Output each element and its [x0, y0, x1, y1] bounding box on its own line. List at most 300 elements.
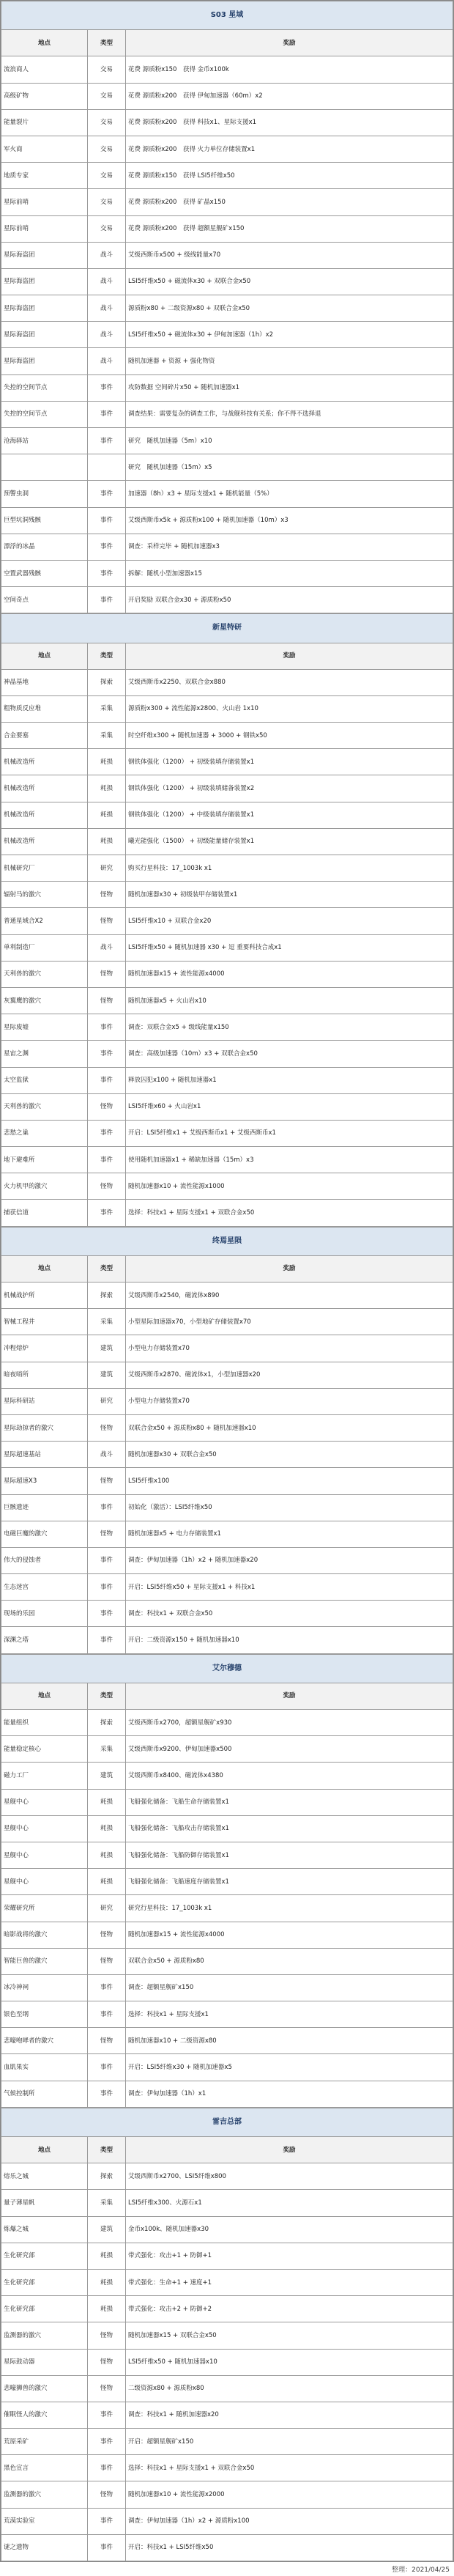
table-row [1, 507, 453, 534]
type-cell: 耗损 [88, 1789, 126, 1815]
location-cell: 星舰中心 [1, 1815, 88, 1842]
reward-cell: 调查：伊甸加速器（1h）x2 + 源质粉x100 [126, 2508, 453, 2534]
table-row [1, 1120, 453, 1146]
type-cell [88, 454, 126, 481]
location-cell: 催眠怪人的激穴 [1, 2402, 88, 2428]
location-cell: 失控的空间节点 [1, 401, 88, 427]
reward-cell: 艾级西斯币x5k + 源质粉x100 + 随机加速器（10m）x3 [126, 507, 453, 534]
location-cell: 伟大的侵蚀者 [1, 1547, 88, 1573]
column-header: 奖励 [126, 643, 453, 669]
table-row [1, 1789, 453, 1815]
reward-cell: 花费 源质粉x200 获得 矿晶x150 [126, 189, 453, 215]
location-cell: 预警虫洞 [1, 481, 88, 507]
location-cell: 沧海驿站 [1, 428, 88, 454]
location-cell: 机械战护所 [1, 1283, 88, 1309]
location-cell: 机械研究厂 [1, 855, 88, 882]
column-header: 类型 [88, 1255, 126, 1282]
reward-cell: LSI5纤维x50 + 磁流体x30 + 双联合金x50 [126, 268, 453, 295]
reward-cell: 花费 源质粉x200 获得 超额星舰矿x150 [126, 215, 453, 242]
location-cell: 星际废墟 [1, 1014, 88, 1041]
reward-cell: LSI5纤维x50 + 随机加速器 x30 + 逗 重要科技合成x1 [126, 934, 453, 961]
column-header: 地点 [1, 1683, 88, 1709]
type-cell: 怪物 [88, 961, 126, 987]
table-row [1, 749, 453, 775]
location-cell: 高级矿物 [1, 83, 88, 109]
reward-cell: 调查：科技x1 + 随机加速器x20 [126, 2402, 453, 2428]
reward-cell: 随机加速器x30 + 双联合金x50 [126, 1442, 453, 1468]
type-cell: 交易 [88, 215, 126, 242]
section-title: S03 星域 [1, 1, 453, 30]
table-row [1, 2269, 453, 2295]
type-cell: 耗损 [88, 749, 126, 775]
type-cell: 研究 [88, 855, 126, 882]
table-row [1, 587, 453, 613]
location-cell: 辐射马的激穴 [1, 882, 88, 908]
type-cell: 战斗 [88, 268, 126, 295]
table-row [1, 136, 453, 162]
type-cell: 交易 [88, 136, 126, 162]
table-row [1, 189, 453, 215]
type-cell: 探索 [88, 669, 126, 695]
table-row [1, 534, 453, 560]
type-cell: 事件 [88, 1067, 126, 1093]
type-cell: 事件 [88, 1494, 126, 1521]
location-cell: 星宙之渊 [1, 1041, 88, 1067]
type-cell: 怪物 [88, 2481, 126, 2508]
location-cell: 悲嚎咆哮者的激穴 [1, 2028, 88, 2054]
section-table [1, 1227, 453, 1654]
table-row [1, 1283, 453, 1309]
location-cell: 监测器的激穴 [1, 2481, 88, 2508]
location-cell: 能量稳定核心 [1, 1736, 88, 1763]
location-cell: 谜之遗物 [1, 2534, 88, 2561]
location-cell: 巨型坑洞残骸 [1, 507, 88, 534]
table-row [1, 348, 453, 374]
type-cell: 探索 [88, 1710, 126, 1736]
reward-cell: 双联合金x50 + 源质粉x80 + 随机加速器x10 [126, 1414, 453, 1441]
reward-cell: 开启奖励 双联合金x30 + 源质粉x50 [126, 587, 453, 613]
table-row [1, 1067, 453, 1093]
type-cell: 事件 [88, 2001, 126, 2028]
section-table [1, 1654, 453, 2108]
type-cell: 交易 [88, 189, 126, 215]
location-cell: 生化研究部 [1, 2296, 88, 2322]
location-cell: 普通星域合X2 [1, 908, 88, 934]
type-cell: 事件 [88, 1601, 126, 1627]
location-cell: 监测器的激穴 [1, 2322, 88, 2349]
type-cell: 事件 [88, 374, 126, 401]
reward-cell: 购买行星科技：17_1003k x1 [126, 855, 453, 882]
table-row [1, 987, 453, 1014]
reward-cell: 选择：科技x1 + 星际支援x1 + 双联合金x50 [126, 1200, 453, 1226]
reward-cell: LSI5纤维x100 [126, 1468, 453, 1494]
location-cell: 合金要塞 [1, 723, 88, 749]
reward-cell: 释放囚犯x100 + 随机加速器x1 [126, 1067, 453, 1093]
table-row [1, 295, 453, 322]
table-row [1, 1763, 453, 1789]
table-row [1, 1468, 453, 1494]
location-cell: 星际前哨 [1, 189, 88, 215]
location-cell: 流浪商人 [1, 56, 88, 83]
table-row [1, 1922, 453, 1948]
reward-cell: 小型电力存储装置x70 [126, 1335, 453, 1362]
reward-cell: 飞船强化储备：飞船攻击存储装置x1 [126, 1815, 453, 1842]
type-cell: 怪物 [88, 1093, 126, 1120]
location-cell: 黑色宣言 [1, 2455, 88, 2481]
type-cell: 怪物 [88, 1521, 126, 1547]
location-cell: 机械改造所 [1, 775, 88, 802]
location-cell: 星际劫掠者的激穴 [1, 1414, 88, 1441]
table-row [1, 1147, 453, 1173]
section-title: 雷吉总部 [1, 2108, 453, 2136]
location-cell: 血肌果实 [1, 2054, 88, 2081]
type-cell: 战斗 [88, 322, 126, 348]
table-row [1, 242, 453, 268]
type-cell: 怪物 [88, 2349, 126, 2375]
type-cell: 事件 [88, 587, 126, 613]
table-row [1, 1200, 453, 1226]
location-cell: 荒原采矿 [1, 2429, 88, 2455]
table-row [1, 2054, 453, 2081]
column-header: 类型 [88, 2137, 126, 2163]
location-cell: 荣耀研究所 [1, 1895, 88, 1922]
table-row [1, 2216, 453, 2243]
table-row [1, 1547, 453, 1573]
type-cell: 耗损 [88, 2243, 126, 2269]
location-cell: 星际超速基站 [1, 1442, 88, 1468]
reward-cell: 艾级西斯币x2700，超额星舰矿x930 [126, 1710, 453, 1736]
type-cell: 怪物 [88, 1414, 126, 1441]
location-cell: 量子薄星帆 [1, 2190, 88, 2216]
location-cell: 冲程熔炉 [1, 1335, 88, 1362]
location-cell: 单利制造厂 [1, 934, 88, 961]
type-cell: 事件 [88, 1200, 126, 1226]
table-row [1, 2190, 453, 2216]
reward-cell: 小型电力存储装置x70 [126, 1388, 453, 1414]
type-cell: 事件 [88, 1974, 126, 2001]
table-row [1, 1869, 453, 1895]
type-cell: 事件 [88, 1627, 126, 1653]
table-row [1, 2481, 453, 2508]
reward-cell: 随机加速器x15 + 双联合金x50 [126, 2322, 453, 2349]
footer-note: 整理：2021/04/25 [392, 2566, 450, 2574]
type-cell: 采集 [88, 695, 126, 722]
type-cell: 怪物 [88, 2028, 126, 2054]
column-header: 地点 [1, 2137, 88, 2163]
table-row [1, 1309, 453, 1335]
reward-cell: 调查结果：需要复杂的调查工作，与战舰科技有关系；你不得不选择退 [126, 401, 453, 427]
table-row [1, 802, 453, 828]
type-cell: 怪物 [88, 1173, 126, 1200]
location-cell: 星际海盗团 [1, 348, 88, 374]
reward-cell: 调查：高级加速器（10m）x3 + 双联合金x50 [126, 1041, 453, 1067]
location-cell: 悲嚎狮兽的激穴 [1, 2375, 88, 2402]
section-title: 终焉星陨 [1, 1227, 453, 1255]
location-cell: 气候控制所 [1, 2081, 88, 2107]
type-cell: 事件 [88, 2054, 126, 2081]
table-row [1, 1388, 453, 1414]
type-cell: 战斗 [88, 934, 126, 961]
reward-cell: 开启：LSI5纤维x30 + 随机加速器x5 [126, 2054, 453, 2081]
table-row [1, 2455, 453, 2481]
section-title: 新星特研 [1, 614, 453, 643]
type-cell: 研究 [88, 1895, 126, 1922]
reward-cell: 钢铁体强化（1200） + 初级装填存储装置x1 [126, 749, 453, 775]
table-row [1, 934, 453, 961]
reward-cell: 钢铁体强化（1200） + 初级装填储备装置x2 [126, 775, 453, 802]
table-row [1, 2322, 453, 2349]
table-row [1, 2163, 453, 2190]
table-row [1, 908, 453, 934]
reward-cell: LSI5纤维x50 + 随机加速器x10 [126, 2349, 453, 2375]
type-cell: 战斗 [88, 1442, 126, 1468]
table-row [1, 1442, 453, 1468]
reward-cell: 随机加速器x5 + 火山岩x10 [126, 987, 453, 1014]
type-cell: 交易 [88, 56, 126, 83]
table-row [1, 428, 453, 454]
table-row [1, 1093, 453, 1120]
location-cell: 地质专家 [1, 163, 88, 189]
table-row [1, 1494, 453, 1521]
location-cell: 星际鼓动器 [1, 2349, 88, 2375]
type-cell: 耗损 [88, 828, 126, 855]
reward-cell: 初始化（激活）：LSI5纤维x50 [126, 1494, 453, 1521]
reward-cell: 源质粉x300 + 流性能源x2800、火山岩 1x10 [126, 695, 453, 722]
table-row [1, 1974, 453, 2001]
table-row [1, 1601, 453, 1627]
table-row [1, 83, 453, 109]
reward-cell: 花费 源质粉x200 获得 科技x1、星际支援x1 [126, 109, 453, 136]
table-row [1, 1041, 453, 1067]
location-cell: 炼爆之城 [1, 2216, 88, 2243]
type-cell: 事件 [88, 560, 126, 586]
location-cell: 荒漠实验室 [1, 2508, 88, 2534]
table-row [1, 1362, 453, 1388]
type-cell: 事件 [88, 1014, 126, 1041]
location-cell: 星舰中心 [1, 1842, 88, 1868]
location-cell: 星际海盗团 [1, 295, 88, 322]
table-row [1, 961, 453, 987]
type-cell: 采集 [88, 723, 126, 749]
location-cell: 机械改造所 [1, 749, 88, 775]
table-row [1, 2349, 453, 2375]
location-cell: 电磁巨魔的激穴 [1, 1521, 88, 1547]
location-cell: 熔乐之城 [1, 2163, 88, 2190]
reward-cell: 开启：超额星舰矿x150 [126, 2429, 453, 2455]
type-cell: 探索 [88, 2163, 126, 2190]
type-cell: 怪物 [88, 1948, 126, 1974]
location-cell: 失控的空间节点 [1, 374, 88, 401]
table-row [1, 454, 453, 481]
column-header: 奖励 [126, 2137, 453, 2163]
location-cell: 星际海盗团 [1, 322, 88, 348]
reward-cell: 调查：采样完毕 + 随机加速器x3 [126, 534, 453, 560]
reward-cell: 随机加速器x5 + 电力存储装置x1 [126, 1521, 453, 1547]
location-cell: 悲愁之巢 [1, 1120, 88, 1146]
reward-cell: 曦光能强化（1500） + 初级能量储存装置x1 [126, 828, 453, 855]
reward-cell: 艾级西斯币x2870、磁流体x1，小型加速器x20 [126, 1362, 453, 1388]
table-row [1, 2296, 453, 2322]
table-row [1, 1895, 453, 1922]
table-row [1, 322, 453, 348]
table-row [1, 56, 453, 83]
table-row [1, 2028, 453, 2054]
type-cell: 事件 [88, 1147, 126, 1173]
table-row [1, 2001, 453, 2028]
reward-cell: 带式强化：攻击+1 + 防御+1 [126, 2243, 453, 2269]
type-cell: 建筑 [88, 1362, 126, 1388]
reward-cell: 随机加速器 + 资源 + 强化物资 [126, 348, 453, 374]
reward-cell: 调查：科技x1 + 双联合金x50 [126, 1601, 453, 1627]
section-table [1, 2108, 453, 2561]
location-cell: 生态迷宫 [1, 1574, 88, 1601]
reward-cell: 小型星际加速器x70，小型地矿存储装置x70 [126, 1309, 453, 1335]
reward-cell: 双联合金x50 + 源质粉x80 [126, 1948, 453, 1974]
location-cell: 空间奇点 [1, 587, 88, 613]
table-row [1, 2375, 453, 2402]
table-row [1, 2534, 453, 2561]
location-cell: 机械改造所 [1, 802, 88, 828]
table-row [1, 268, 453, 295]
location-cell: 天利兽的激穴 [1, 961, 88, 987]
table-row [1, 1948, 453, 1974]
location-cell: 智械工程井 [1, 1309, 88, 1335]
type-cell: 交易 [88, 109, 126, 136]
reward-cell: 艾级西斯币x2250、双联合金x880 [126, 669, 453, 695]
table-row [1, 669, 453, 695]
reward-cell: 开启：二级资源x150 + 随机加速器x10 [126, 1627, 453, 1653]
column-header: 奖励 [126, 1683, 453, 1709]
reward-cell: LSI5纤维x60 + 火山岩x1 [126, 1093, 453, 1120]
section-title: 艾尔穆德 [1, 1654, 453, 1683]
type-cell: 建筑 [88, 2216, 126, 2243]
reward-cell: 飞船强化储备：飞船防御存储装置x1 [126, 1842, 453, 1868]
type-cell: 采集 [88, 1309, 126, 1335]
location-cell: 火力机甲的激穴 [1, 1173, 88, 1200]
location-cell: 地下避难所 [1, 1147, 88, 1173]
location-cell: 星际前哨 [1, 215, 88, 242]
reward-cell: 带式强化：生命+1 + 速度+1 [126, 2269, 453, 2295]
table-row [1, 1815, 453, 1842]
column-header: 地点 [1, 1255, 88, 1282]
location-cell: 生化研究部 [1, 2269, 88, 2295]
location-cell: 天利兽的激穴 [1, 1093, 88, 1120]
location-cell: 冰冷神祠 [1, 1974, 88, 2001]
location-cell: 生化研究部 [1, 2243, 88, 2269]
type-cell: 怪物 [88, 1922, 126, 1948]
type-cell: 耗损 [88, 1815, 126, 1842]
reward-cell: 随机加速器x10 + 流性能源x1000 [126, 1173, 453, 1200]
reward-cell: 开启：科技x1 + LSI5纤维x50 [126, 2534, 453, 2561]
location-cell: 巨骸遗迹 [1, 1494, 88, 1521]
type-cell: 耗损 [88, 802, 126, 828]
reward-cell: 研究 随机加速器（5m）x10 [126, 428, 453, 454]
location-cell: 深渊之塔 [1, 1627, 88, 1653]
type-cell: 建筑 [88, 1335, 126, 1362]
reward-cell: 拆解：随机小型加速器x15 [126, 560, 453, 586]
table-row [1, 1173, 453, 1200]
table-row [1, 163, 453, 189]
location-cell: 暗夜哨所 [1, 1362, 88, 1388]
location-cell: 灰翼鹰的激穴 [1, 987, 88, 1014]
type-cell: 事件 [88, 1120, 126, 1146]
reward-cell: 选择：科技x1 + 星际支援x1 + 双联合金x50 [126, 2455, 453, 2481]
column-header: 奖励 [126, 1255, 453, 1282]
type-cell: 事件 [88, 1574, 126, 1601]
reward-cell: 调查：伊甸加速器（1h）x1 [126, 2081, 453, 2107]
type-cell: 怪物 [88, 1468, 126, 1494]
table-row [1, 882, 453, 908]
location-cell: 星舰中心 [1, 1869, 88, 1895]
type-cell: 事件 [88, 2508, 126, 2534]
section-table [1, 1, 453, 613]
table-row [1, 1627, 453, 1653]
reward-cell: 源质粉x80 + 二级资源x80 + 双联合金x50 [126, 295, 453, 322]
location-cell: 神晶基地 [1, 669, 88, 695]
location-cell: 星际海盗团 [1, 242, 88, 268]
type-cell: 采集 [88, 2190, 126, 2216]
type-cell: 交易 [88, 163, 126, 189]
reward-cell: 随机加速器x10 + 二级资源x80 [126, 2028, 453, 2054]
reward-cell: 调查：超额星舰矿x150 [126, 1974, 453, 2001]
table-row [1, 1335, 453, 1362]
type-cell: 怪物 [88, 882, 126, 908]
reward-cell: 飞船强化储备：飞船速度存储装置x1 [126, 1869, 453, 1895]
type-cell: 怪物 [88, 2322, 126, 2349]
table-row [1, 1521, 453, 1547]
reward-cell: 带式强化：攻击+2 + 防御+2 [126, 2296, 453, 2322]
location-cell: 空置武器残骸 [1, 560, 88, 586]
table-row [1, 2402, 453, 2428]
reward-cell: 花费 源质粉x200 获得 伊甸加速器（60m）x2 [126, 83, 453, 109]
reward-cell: 开启：LSI5纤维x50 + 星际支援x1 + 科技x1 [126, 1574, 453, 1601]
reward-cell: 二级资源x80 + 源质粉x80 [126, 2375, 453, 2402]
type-cell: 事件 [88, 2534, 126, 2561]
table-row [1, 1574, 453, 1601]
location-cell [1, 454, 88, 481]
reward-cell: 艾级西斯币x2700、LSI5纤维x800 [126, 2163, 453, 2190]
location-cell: 军火商 [1, 136, 88, 162]
reward-cell: LSI5纤维x300、火源石x1 [126, 2190, 453, 2216]
column-header: 类型 [88, 30, 126, 56]
column-header: 类型 [88, 1683, 126, 1709]
location-cell: 星舰中心 [1, 1789, 88, 1815]
reward-cell: 攻防数据 空间碎片x50 + 随机加速器x1 [126, 374, 453, 401]
location-cell: 能量裂片 [1, 109, 88, 136]
type-cell: 战斗 [88, 348, 126, 374]
reward-cell: 加速器（8h）x3 + 星际支援x1 + 随机能量（5%） [126, 481, 453, 507]
reward-cell: 艾级西斯币x500 + 级线能量x70 [126, 242, 453, 268]
column-header: 地点 [1, 30, 88, 56]
reward-cell: LSI5纤维x50 + 磁流体x30 + 伊甸加速器（1h）x2 [126, 322, 453, 348]
column-header: 地点 [1, 643, 88, 669]
reward-cell: 研究 随机加速器（15m）x5 [126, 454, 453, 481]
reward-cell: 选择：科技x1 + 星际支援x1 [126, 2001, 453, 2028]
type-cell: 战斗 [88, 295, 126, 322]
type-cell: 采集 [88, 1736, 126, 1763]
column-header: 奖励 [126, 30, 453, 56]
location-cell: 机械改造所 [1, 828, 88, 855]
location-cell: 星际科研站 [1, 1388, 88, 1414]
type-cell: 事件 [88, 2455, 126, 2481]
type-cell: 怪物 [88, 908, 126, 934]
table-row [1, 855, 453, 882]
reward-cell: 调查：双联合金x5 + 级线能量x150 [126, 1014, 453, 1041]
reward-cell: 艾级西斯币x9200、伊甸加速器x500 [126, 1736, 453, 1763]
reward-cell: 随机加速器x15 + 流性能源x4000 [126, 961, 453, 987]
type-cell: 耗损 [88, 1842, 126, 1868]
location-cell: 粗物质反应堆 [1, 695, 88, 722]
